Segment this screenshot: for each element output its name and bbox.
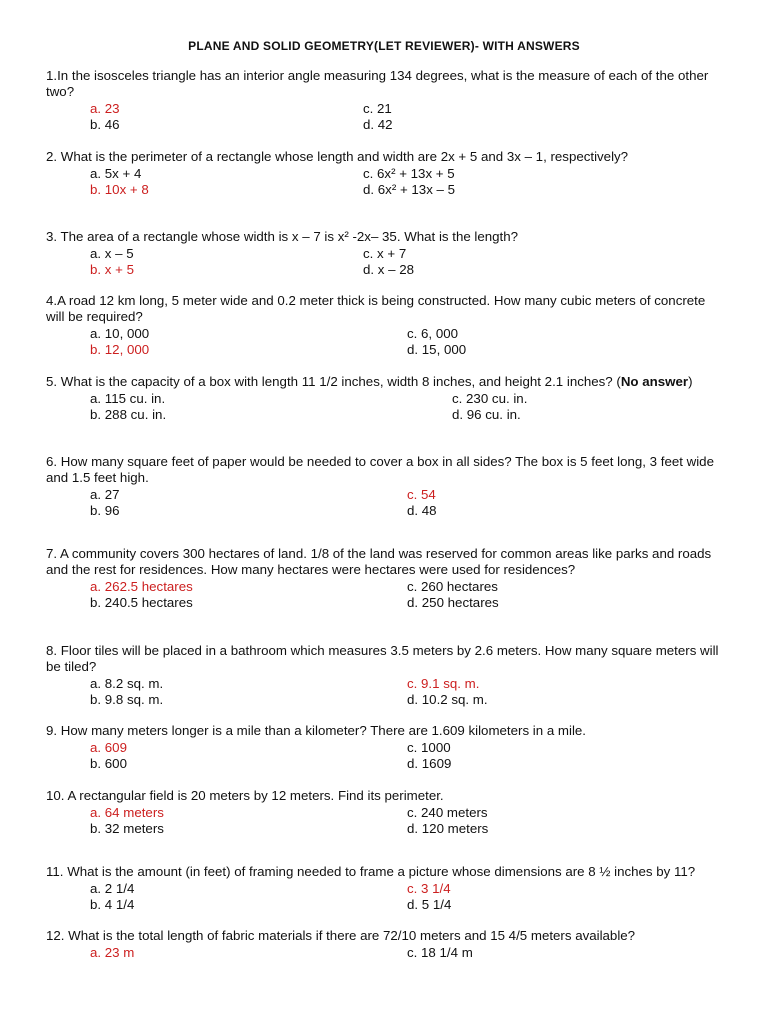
options [46, 246, 726, 278]
option-d: d. 120 meters [407, 821, 489, 836]
option-a: a. 10, 000 [90, 326, 150, 341]
question-12 [46, 928, 726, 977]
option-c: c. 18 1/4 m [407, 945, 473, 960]
question-text: 1.In the isosceles triangle has an interior angle measuring 134 degrees, what is the measure of each of the other two? [46, 68, 709, 99]
option-b: b. 4 1/4 [90, 897, 135, 912]
option-a: a. 27 [90, 487, 120, 502]
question-text: 5. What is the capacity of a box with length 11 1/2 inches, width 8 inches, and height 2.1 inches? (No answer) [46, 374, 693, 389]
options [46, 805, 726, 837]
question-11 [46, 864, 726, 913]
options [46, 881, 726, 913]
question-2 [46, 149, 726, 198]
option-a: a. 609 [90, 740, 127, 755]
option-d: d. 1609 [407, 756, 452, 771]
option-d: d. 5 1/4 [407, 897, 452, 912]
question-text: 11. What is the amount (in feet) of framing needed to frame a picture whose dimensions are 8 ½ inches by 11? [46, 864, 696, 879]
question-4 [46, 293, 726, 358]
option-a: a. 8.2 sq. m. [90, 676, 164, 691]
option-a: a. 115 cu. in. [90, 391, 166, 406]
options [46, 487, 726, 519]
option-b: b. 46 [90, 117, 120, 132]
option-b: b. 288 cu. in. [90, 407, 167, 422]
option-c: c. 3 1/4 [407, 881, 451, 896]
page-title: PLANE AND SOLID GEOMETRY(LET REVIEWER)- WITH ANSWERS [188, 39, 580, 53]
option-c: c. 6, 000 [407, 326, 459, 341]
option-b: b. 10x + 8 [90, 182, 149, 197]
options [46, 945, 726, 977]
option-b: b. 96 [90, 503, 120, 518]
option-a: a. x – 5 [90, 246, 134, 261]
option-d: d. 15, 000 [407, 342, 467, 357]
option-d: d. 96 cu. in. [452, 407, 521, 422]
question-text: 7. A community covers 300 hectares of land. 1/8 of the land was reserved for common areas like parks and roads and the rest for residences. How many hectares were hectares were used for residences? [46, 546, 712, 577]
question-6 [46, 454, 726, 519]
option-c: c. x + 7 [363, 246, 407, 261]
option-b: b. 32 meters [90, 821, 164, 836]
question-text: 4.A road 12 km long, 5 meter wide and 0.2 meter thick is being constructed. How many cubic meters of concrete will be required? [46, 293, 706, 324]
option-b: b. 600 [90, 756, 127, 771]
option-b: b. 9.8 sq. m. [90, 692, 164, 707]
option-c: c. 6x² + 13x + 5 [363, 166, 455, 181]
question-text: 9. How many meters longer is a mile than a kilometer? There are 1.609 kilometers in a mile. [46, 723, 586, 738]
options [46, 101, 726, 133]
question-3 [46, 229, 726, 278]
question-text: 12. What is the total length of fabric materials if there are 72/10 meters and 15 4/5 meters available? [46, 928, 636, 943]
option-c: c. 230 cu. in. [452, 391, 528, 406]
question-text: 2. What is the perimeter of a rectangle whose length and width are 2x + 5 and 3x – 1, respectively? [46, 149, 629, 164]
option-a: a. 262.5 hectares [90, 579, 193, 594]
options [46, 740, 726, 772]
option-c: c. 240 meters [407, 805, 488, 820]
question-8 [46, 643, 726, 708]
option-a: a. 23 m [90, 945, 135, 960]
option-a: a. 5x + 4 [90, 166, 142, 181]
option-d: d. x – 28 [363, 262, 415, 277]
option-d: d. 42 [363, 117, 393, 132]
question-text: 10. A rectangular field is 20 meters by 12 meters. Find its perimeter. [46, 788, 444, 803]
options [46, 676, 726, 708]
question-5 [46, 374, 726, 423]
question-text: 6. How many square feet of paper would be needed to cover a box in all sides? The box is 5 feet long, 3 feet wide and 1.5 feet high. [46, 454, 714, 485]
option-d: d. 10.2 sq. m. [407, 692, 488, 707]
option-b: b. x + 5 [90, 262, 134, 277]
question-text: 3. The area of a rectangle whose width is x – 7 is x² -2x– 35. What is the length? [46, 229, 519, 244]
option-a: a. 64 meters [90, 805, 164, 820]
option-a: a. 23 [90, 101, 120, 116]
option-b: b. 240.5 hectares [90, 595, 193, 610]
options [46, 391, 726, 423]
option-c: c. 21 [363, 101, 392, 116]
no-answer-note: No answer [620, 374, 689, 389]
question-7 [46, 546, 726, 611]
option-c: c. 1000 [407, 740, 451, 755]
option-b: b. 12, 000 [90, 342, 150, 357]
options [46, 579, 726, 611]
options [46, 166, 726, 198]
options [46, 326, 726, 358]
option-d: d. 48 [407, 503, 437, 518]
question-text: 8. Floor tiles will be placed in a bathroom which measures 3.5 meters by 2.6 meters. How many square meters will be tiled? [46, 643, 719, 674]
question-1 [46, 68, 726, 133]
question-9 [46, 723, 726, 772]
option-d: d. 250 hectares [407, 595, 499, 610]
option-c: c. 9.1 sq. m. [407, 676, 480, 691]
option-a: a. 2 1/4 [90, 881, 135, 896]
option-c: c. 54 [407, 487, 436, 502]
question-10 [46, 788, 726, 837]
option-d: d. 6x² + 13x – 5 [363, 182, 456, 197]
option-c: c. 260 hectares [407, 579, 498, 594]
